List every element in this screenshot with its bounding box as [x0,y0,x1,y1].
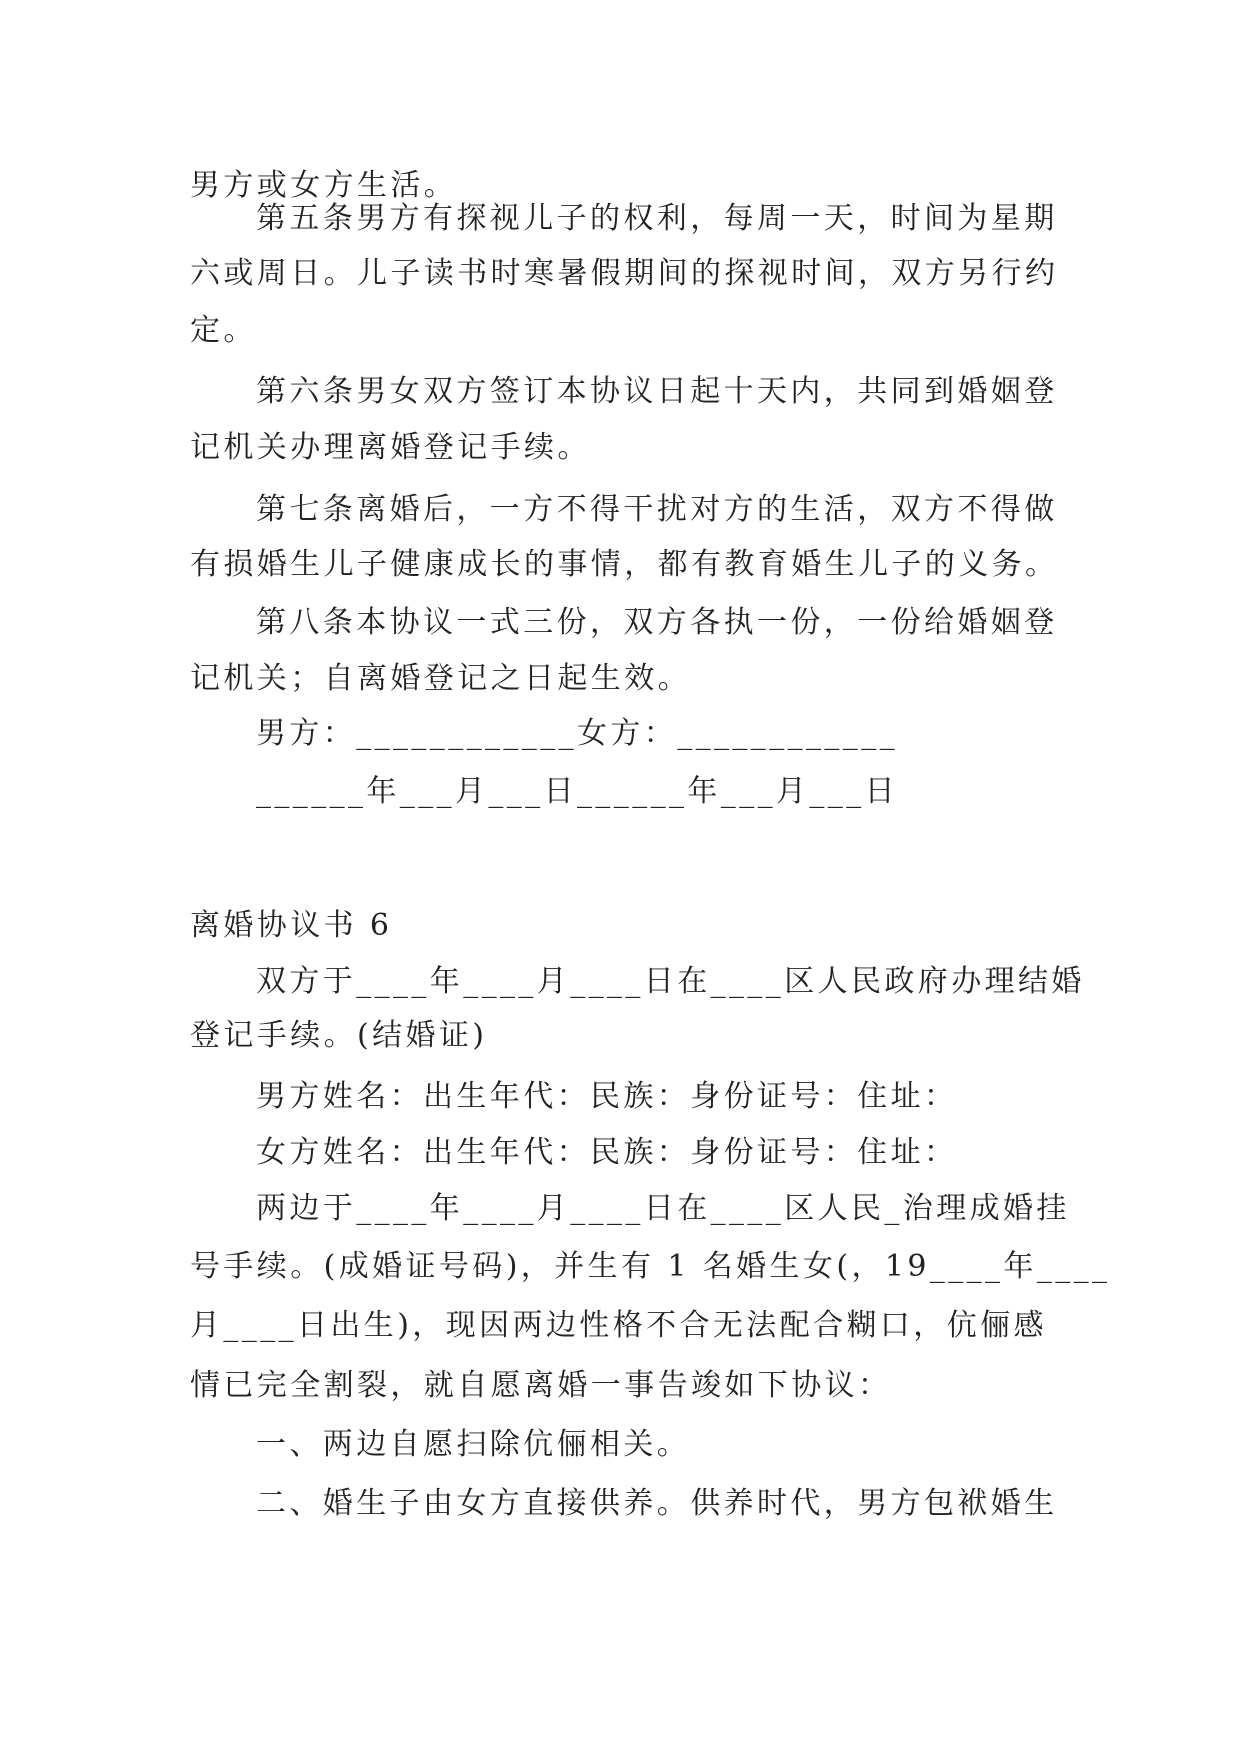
text-line: 第六条男女双方签订本协议日起十天内，共同到婚姻登 [256,374,1058,409]
date-line: ______年___月___日______年___月___日 [256,774,898,809]
text-line: 记机关办理离婚登记手续。 [190,430,591,465]
text-line: 定。 [190,313,257,348]
signature-line: 男方：____________女方：____________ [256,716,898,751]
text-line: 二、婚生子由女方直接供养。供养时代，男方包袱婚生 [256,1486,1058,1521]
text-line: 一、两边自愿扫除伉俪相关。 [256,1427,691,1462]
text-line: 六或周日。儿子读书时寒暑假期间的探视时间，双方另行约 [190,256,1059,291]
text-line: 有损婚生儿子健康成长的事情，都有教育婚生儿子的义务。 [190,547,1059,582]
text-line: 月____日出生)，现因两边性格不合无法配合糊口，伉俪感 [190,1308,1047,1343]
text-line: 第七条离婚后，一方不得干扰对方的生活，双方不得做 [256,492,1058,527]
text-line: 两边于____年____月____日在____区人民_治理成婚挂 [256,1191,1070,1226]
text-line: 第八条本协议一式三份，双方各执一份，一份给婚姻登 [256,605,1058,640]
text-line: 登记手续。(结婚证) [190,1018,488,1053]
text-line: 男方或女方生活。 [190,168,458,203]
text-line: 双方于____年____月____日在____区人民政府办理结婚 [256,964,1085,999]
text-line: 记机关；自离婚登记之日起生效。 [190,661,691,696]
text-line: 第五条男方有探视儿子的权利，每周一天，时间为星期 [256,201,1058,236]
text-line: 情已完全割裂，就自愿离婚一事告竣如下协议： [190,1368,892,1403]
section-title: 离婚协议书 6 [190,908,393,943]
text-line: 女方姓名：出生年代：民族：身份证号：住址： [256,1135,958,1170]
text-line: 号手续。(成婚证号码)，并生有 1 名婚生女(，19____年____ [190,1249,1111,1284]
text-line: 男方姓名：出生年代：民族：身份证号：住址： [256,1079,958,1114]
